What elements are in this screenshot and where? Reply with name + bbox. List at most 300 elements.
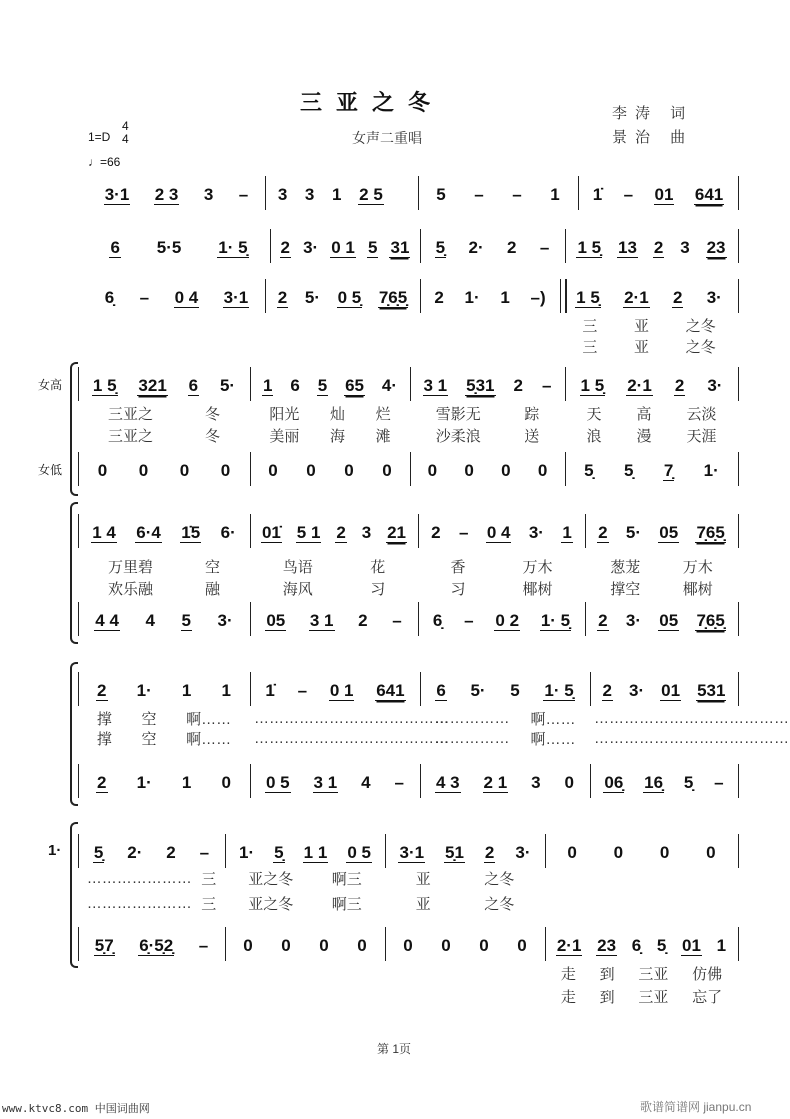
- note-group: 1 5̣: [580, 375, 605, 395]
- measure: [422, 608, 581, 634]
- lyric-word: 雪影无: [435, 405, 481, 423]
- note-group: 01: [682, 935, 701, 955]
- measure: [82, 520, 246, 546]
- lyric-word: 沙柔浪: [435, 427, 481, 445]
- note-group: 2: [674, 375, 685, 395]
- note-group: 1 1: [303, 842, 328, 862]
- barline: [410, 367, 411, 401]
- note-group: 1̇: [265, 681, 275, 700]
- note-group: 2 5: [359, 184, 383, 204]
- note-group: 3·: [706, 288, 722, 307]
- note-group: 2 1: [483, 772, 508, 792]
- note-group: 1: [221, 681, 231, 700]
- barline: [250, 452, 251, 486]
- measure: [414, 373, 561, 399]
- note-group: 0: [138, 461, 149, 480]
- note-group: 3·: [515, 843, 531, 862]
- note-group: 2: [336, 522, 346, 542]
- lyric-word: 海: [329, 427, 345, 445]
- note-group: 5·: [219, 376, 236, 395]
- note-group: 1: [181, 773, 192, 792]
- lyric-word: 三: [201, 870, 217, 888]
- note-group: 0 5̣: [337, 287, 362, 307]
- lyric-word: 欢乐融: [107, 580, 153, 598]
- note-group: 23: [706, 237, 726, 257]
- page-number: 第 1页: [377, 1042, 412, 1056]
- measure: [564, 285, 734, 311]
- note-group: 3: [203, 185, 214, 204]
- lyric-word: 灿: [329, 405, 345, 423]
- measure: [389, 840, 541, 866]
- barline: [420, 764, 421, 798]
- barline: [738, 229, 739, 263]
- note-group: 4 4: [95, 610, 119, 630]
- note-group: 01: [661, 680, 681, 700]
- note-group: 2: [653, 237, 664, 257]
- voice-label-lower: 女低: [38, 463, 63, 477]
- song-title: 三亚之冬: [300, 90, 445, 116]
- notation-row: [0, 182, 790, 208]
- barline: [225, 927, 226, 961]
- barline: [265, 176, 266, 210]
- note-group: 1· 5̣: [544, 680, 574, 700]
- note-group: 4: [145, 611, 155, 630]
- note-group: 31: [390, 237, 410, 257]
- note-group: 3·1: [399, 842, 425, 862]
- measure: [254, 373, 406, 399]
- lyric-measure: [82, 865, 221, 891]
- note-group: 3·: [528, 523, 544, 542]
- note-group: –: [714, 773, 724, 792]
- note-group: 5̣: [93, 842, 104, 862]
- note-group: 531: [697, 680, 726, 700]
- lyric-word: 啊……: [186, 710, 232, 728]
- measure: [254, 770, 416, 796]
- note-group: 0: [306, 461, 316, 480]
- measure: [422, 182, 574, 208]
- note-group: 4 3: [435, 772, 460, 792]
- lyric-measure: [569, 422, 734, 448]
- lyric-word: 鸟语: [282, 558, 313, 576]
- note-group: 0: [179, 461, 190, 480]
- lyric-measure: [269, 333, 416, 359]
- volta-label: 1·: [48, 842, 62, 859]
- note-group: –): [530, 288, 546, 307]
- lyric-measure: [424, 725, 586, 751]
- note-group: 2: [506, 238, 517, 257]
- barline: [418, 602, 419, 636]
- measure: [422, 520, 581, 546]
- measure: [389, 933, 541, 959]
- note-group: –: [238, 185, 249, 204]
- measure: [92, 235, 266, 261]
- lyrics-row: [0, 422, 790, 448]
- voice-label-upper: 女高: [38, 378, 63, 392]
- note-group: 1 5̣: [577, 237, 602, 257]
- note-group: 0: [613, 843, 624, 862]
- lyric-measure: [589, 575, 734, 601]
- site-watermark-right: 歌谱简谱网 jianpu.cn: [640, 1100, 752, 1114]
- lyric-word: 葱茏: [610, 558, 641, 576]
- note-group: 0: [243, 936, 253, 955]
- note-group: –: [459, 523, 469, 542]
- lyric-measure: [82, 890, 221, 916]
- lyric-word: 空: [141, 710, 157, 728]
- barline: [585, 602, 586, 636]
- lyric-word: …………………………………: [254, 729, 449, 747]
- lyric-word: 亚: [415, 870, 431, 888]
- barline: [250, 514, 251, 548]
- lyric-word: 空: [204, 558, 220, 576]
- lyric-word: 天涯: [686, 427, 717, 445]
- lyric-word: 万里碧: [107, 558, 153, 576]
- measure: [82, 373, 246, 399]
- barline: [78, 927, 79, 961]
- note-group: 7̣: [663, 460, 674, 480]
- note-group: 6̣·5̣2̣: [139, 935, 174, 955]
- notation-row: [0, 373, 790, 399]
- note-group: 7̣6̣5̣: [378, 287, 408, 307]
- lyric-measure: [82, 575, 246, 601]
- measure: [92, 182, 261, 208]
- lyric-measure: [549, 983, 734, 1009]
- lyric-word: 高: [636, 405, 652, 423]
- lyric-word: 送: [524, 427, 540, 445]
- note-group: 1 5̣: [92, 375, 117, 395]
- note-group: 23: [597, 935, 617, 955]
- note-group: 5: [181, 610, 191, 630]
- measure: [549, 933, 734, 959]
- note-group: 0: [427, 461, 438, 480]
- barline: [410, 452, 411, 486]
- lyric-word: 走: [560, 965, 576, 983]
- note-group: 2: [97, 680, 107, 700]
- note-group: 6̣: [432, 611, 443, 630]
- note-group: 3·: [625, 611, 641, 630]
- note-group: 7̣6̣5̣: [696, 610, 725, 630]
- note-group: 1·: [136, 681, 152, 700]
- barline: [590, 672, 591, 706]
- note-group: 05: [659, 522, 679, 542]
- measure: [254, 608, 414, 634]
- lyric-measure: [564, 333, 734, 359]
- lyric-word: …………………: [86, 894, 192, 912]
- note-group: 5·: [625, 523, 641, 542]
- note-group: 0: [357, 936, 367, 955]
- note-group: 1: [550, 185, 560, 204]
- measure: [229, 933, 381, 959]
- note-group: –: [394, 773, 404, 792]
- measure: [82, 458, 246, 484]
- lyric-word: 撑: [96, 710, 112, 728]
- note-group: 06̣: [604, 772, 624, 792]
- note-group: 2·1: [624, 287, 649, 307]
- measure: [569, 373, 734, 399]
- barline: [738, 764, 739, 798]
- barline: [265, 279, 266, 313]
- note-group: –: [464, 611, 474, 630]
- note-group: 3 1: [313, 772, 338, 792]
- time-bottom: 4: [122, 132, 129, 146]
- notation-row: [0, 520, 790, 546]
- lyric-word: 花: [370, 558, 386, 576]
- note-group: 5: [510, 681, 520, 700]
- note-group: –: [474, 185, 484, 204]
- lyric-measure: [424, 333, 556, 359]
- lyric-word: 撑: [96, 730, 112, 748]
- lyrics-row: [0, 575, 790, 601]
- note-group: 2·1: [627, 375, 652, 395]
- lyric-word: 习: [370, 580, 386, 598]
- note-group: –: [541, 376, 552, 395]
- note-group: 6·: [220, 523, 236, 542]
- measure: [82, 840, 221, 866]
- note-group: [399, 186, 406, 204]
- note-group: 0: [479, 936, 489, 955]
- lyric-word: 美丽: [269, 427, 300, 445]
- note-group: 0: [564, 773, 574, 792]
- barline: [420, 672, 421, 706]
- lyric-word: ……………: [434, 729, 510, 747]
- lyric-measure: [549, 890, 734, 916]
- lyric-word: 亚: [633, 317, 649, 335]
- note-group: 1: [181, 681, 192, 700]
- note-group: 1·: [136, 773, 152, 792]
- lyric-word: 烂: [375, 405, 391, 423]
- lyric-word: 香: [450, 558, 466, 576]
- barline: [738, 514, 739, 548]
- lyric-word: 啊……: [530, 710, 576, 728]
- note-group: 5·5: [156, 238, 182, 257]
- note-group: 1 4: [92, 522, 116, 542]
- lyrics-row: [0, 865, 790, 891]
- lyric-measure: [254, 725, 449, 751]
- lyric-word: …………………………………: [594, 709, 789, 727]
- note-group: 0: [567, 843, 577, 862]
- note-group: 6·4: [136, 522, 161, 542]
- note-group: 2: [598, 610, 608, 630]
- barline: [78, 514, 79, 548]
- barline: [385, 927, 386, 961]
- lyric-word: 之冬: [484, 895, 515, 913]
- lyric-word: 三亚之: [107, 427, 153, 445]
- note-group: 6̣: [631, 936, 642, 955]
- lyric-measure: [82, 983, 221, 1009]
- lyric-word: 之冬: [685, 338, 716, 356]
- note-group: 3: [304, 185, 315, 204]
- note-group: 5: [317, 375, 328, 395]
- lyric-measure: [389, 890, 541, 916]
- note-group: 2·: [127, 843, 143, 862]
- lyric-word: 阳光: [269, 405, 300, 423]
- note-group: 6: [110, 237, 120, 257]
- note-group: 4: [361, 773, 371, 792]
- measure: [569, 235, 734, 261]
- note-group: 0 5: [347, 842, 371, 862]
- barline: [565, 229, 566, 263]
- note-group: 5̣: [683, 773, 694, 792]
- note-group: 0 4: [174, 287, 199, 307]
- note-group: 6: [436, 680, 446, 700]
- lyric-measure: [549, 865, 734, 891]
- note-group: 0: [281, 936, 291, 955]
- note-group: 1·: [703, 461, 719, 480]
- lyric-measure: [229, 865, 381, 891]
- lyric-word: ……………: [434, 709, 510, 727]
- note-group: 0 1: [331, 237, 355, 257]
- lyric-measure: [389, 865, 541, 891]
- note-group: 3 1: [423, 375, 448, 395]
- lyrics-row: [0, 983, 790, 1009]
- measure: [414, 458, 561, 484]
- note-group: 0: [268, 461, 278, 480]
- note-group: 0 1: [329, 680, 354, 700]
- lyric-word: 漫: [636, 427, 652, 445]
- note-group: 21: [387, 522, 406, 542]
- time-top: 4: [122, 119, 129, 133]
- note-group: –: [198, 936, 209, 955]
- lyric-word: 走: [560, 988, 576, 1006]
- tempo-marking: ♩=66: [88, 155, 121, 169]
- lyric-word: 万木: [522, 558, 553, 576]
- lyric-word: 啊……: [530, 730, 576, 748]
- note-group: 0: [659, 843, 670, 862]
- barline: [78, 834, 79, 868]
- note-group: 1· 5̣: [218, 237, 248, 257]
- key-signature: 1=D: [88, 130, 111, 144]
- lyric-measure: [229, 983, 381, 1009]
- note-group: 01̇: [261, 522, 281, 542]
- lyric-word: 三: [582, 317, 598, 335]
- measure: [82, 933, 221, 959]
- note-group: 5̣: [656, 936, 667, 955]
- note-group: 5·: [304, 288, 320, 307]
- lyric-word: 亚: [633, 338, 649, 356]
- lyrics-row: [0, 725, 790, 751]
- lyric-word: 椰树: [522, 580, 553, 598]
- barline: [250, 764, 251, 798]
- note-group: 13: [618, 237, 637, 257]
- lyric-word: 融: [204, 580, 220, 598]
- notation-row: [0, 608, 790, 634]
- measure: [594, 678, 734, 704]
- lyric-word: 三亚之: [107, 405, 153, 423]
- note-group: 2: [277, 287, 288, 307]
- barline: [385, 834, 386, 868]
- barline: [585, 514, 586, 548]
- composer: 景治 曲: [612, 129, 694, 146]
- note-group: 3·: [707, 376, 723, 395]
- measure: [254, 520, 414, 546]
- lyric-measure: [229, 890, 381, 916]
- note-group: 5̣: [274, 842, 284, 862]
- note-group: 05: [659, 610, 679, 630]
- note-group: 2: [431, 523, 441, 542]
- lyric-word: 云淡: [686, 405, 717, 423]
- lyric-word: 仿佛: [692, 965, 723, 983]
- note-group: 2·1: [556, 935, 582, 955]
- note-group: 3·: [303, 238, 319, 257]
- lyric-measure: [82, 422, 246, 448]
- note-group: 0: [97, 461, 108, 480]
- barline: [738, 176, 739, 210]
- notation-row: [0, 933, 790, 959]
- barline: [738, 367, 739, 401]
- measure: [82, 678, 246, 704]
- note-group: 6: [290, 376, 300, 395]
- barline: [418, 176, 419, 210]
- note-group: 0: [344, 461, 354, 480]
- measure: [549, 840, 734, 866]
- barline: [565, 452, 566, 486]
- measure: [424, 678, 586, 704]
- barline: [250, 367, 251, 401]
- note-group: 01: [654, 184, 674, 204]
- subtitle: 女声二重唱: [352, 130, 422, 146]
- note-group: 1 5̣: [576, 287, 600, 307]
- lyric-word: 啊……: [186, 730, 232, 748]
- note-group: 3·1: [104, 184, 130, 204]
- note-group: 1̇: [592, 185, 603, 204]
- measure: [594, 770, 734, 796]
- measure: [92, 285, 261, 311]
- note-group: 0: [501, 461, 511, 480]
- barline: [420, 279, 421, 313]
- barline: [578, 176, 579, 210]
- note-group: 4·: [381, 376, 398, 395]
- measure: [589, 608, 734, 634]
- measure: [582, 182, 734, 208]
- barline: [545, 834, 546, 868]
- lyric-word: 冬: [204, 405, 220, 423]
- measure: [424, 285, 556, 311]
- lyric-word: 三: [201, 895, 217, 913]
- barline: [738, 602, 739, 636]
- lyric-measure: [422, 575, 581, 601]
- barline: [420, 229, 421, 263]
- barline: [590, 764, 591, 798]
- lyric-measure: [254, 575, 414, 601]
- notation-row: [0, 840, 790, 866]
- barline: [78, 452, 79, 486]
- note-group: 0 4: [486, 522, 511, 542]
- lyrics-row: [0, 890, 790, 916]
- lyric-word: …………………: [86, 869, 192, 887]
- lyric-word: 之冬: [685, 317, 716, 335]
- note-group: 7̣6̣5̣: [696, 522, 725, 542]
- measure: [274, 235, 416, 261]
- lyric-word: 海风: [282, 580, 313, 598]
- lyric-word: …………………………………: [254, 709, 449, 727]
- time-signature: [122, 120, 129, 146]
- measure: [424, 770, 586, 796]
- note-group: 0 2: [495, 610, 520, 630]
- note-group: 3: [361, 523, 372, 542]
- lyric-word: …………………………………: [594, 729, 789, 747]
- lyric-word: 到: [599, 965, 615, 983]
- notation-row: [0, 770, 790, 796]
- lyric-measure: [389, 983, 541, 1009]
- note-group: 0: [221, 773, 231, 792]
- repeat-barline: [560, 279, 567, 313]
- lyric-word: 踪: [524, 405, 540, 423]
- lyric-word: 三亚: [638, 965, 669, 983]
- note-group: 3·: [628, 681, 645, 700]
- lyric-word: 习: [450, 580, 466, 598]
- note-group: –: [392, 611, 402, 630]
- note-group: 2: [513, 376, 523, 395]
- lyric-word: 三亚: [638, 988, 669, 1006]
